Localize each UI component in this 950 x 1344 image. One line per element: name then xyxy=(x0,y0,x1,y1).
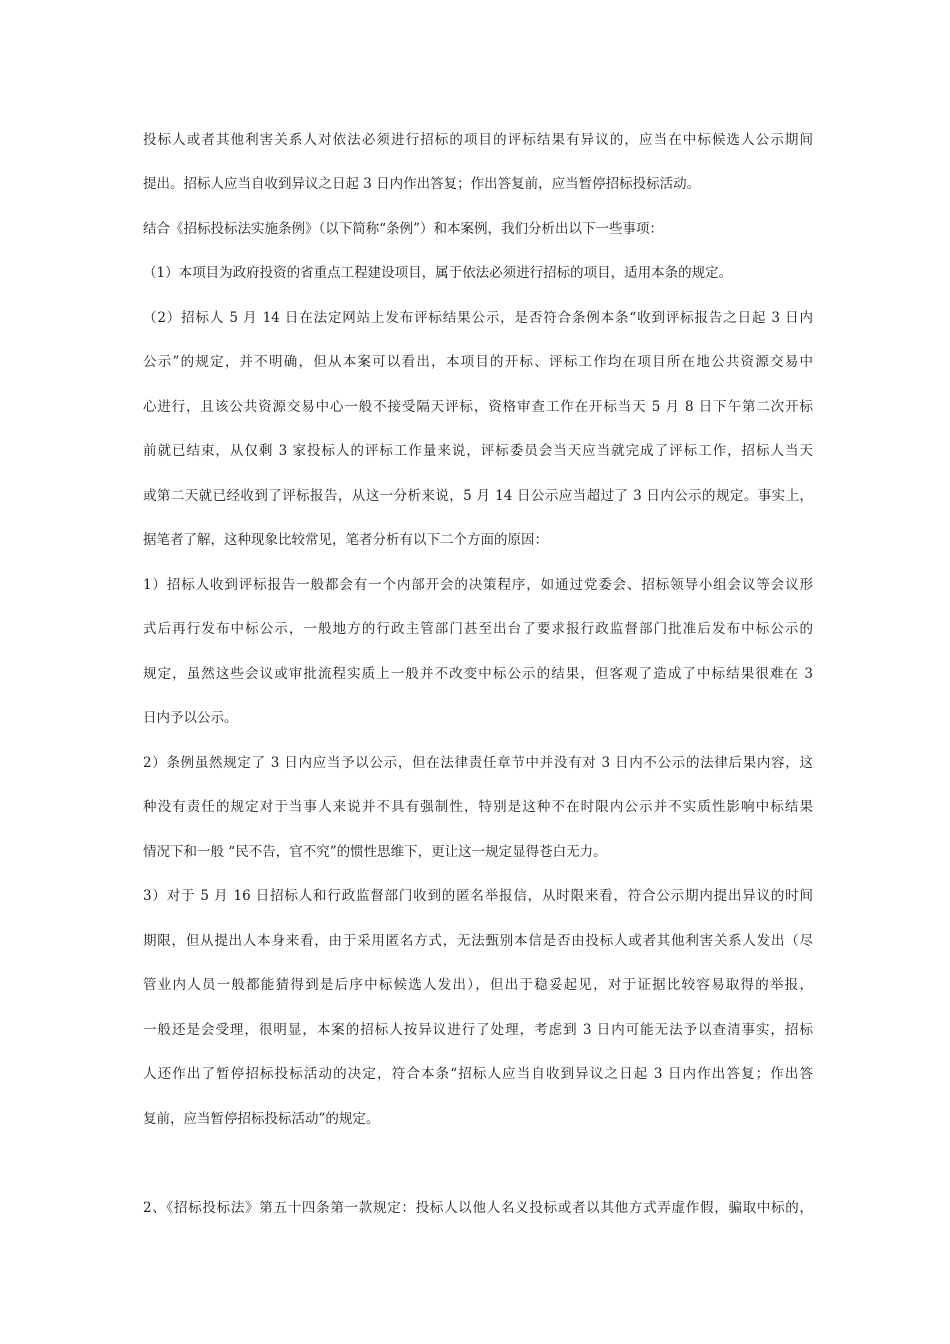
text-line: 2）条例虽然规定了 3 日内应当予以公示，但在法律责任章节中并没有对 3 日内不公示的法律后果内容，这 xyxy=(143,755,813,771)
text-line: 管业内人员一般都能猜得到是后序中标候选人发出），但出于稳妥起见，对于证据比较容易取得的举报， xyxy=(143,977,813,993)
text-line: 提出。招标人应当自收到异议之日起 3 日内作出答复；作出答复前，应当暂停招标投标活动。 xyxy=(143,176,701,192)
text-line: 结合《招标投标法实施条例》（以下简称“条例”）和本案例，我们分析出以下一些事项： xyxy=(143,221,664,237)
text-line: 规定，虽然这些会议或审批流程实质上一般并不改变中标公示的结果，但客观了造成了中标结果很难在 3 xyxy=(143,666,813,682)
text-line: 据笔者了解，这种现象比较常见，笔者分析有以下二个方面的原因： xyxy=(143,532,548,548)
text-line: 投标人或者其他利害关系人对依法必须进行招标的项目的评标结果有异议的，应当在中标候选人公示期间 xyxy=(143,132,813,148)
text-line: 前就已结束，从仅剩 3 家投标人的评标工作量来说，评标委员会当天应当就完成了评标工作，招标人当天 xyxy=(143,443,813,459)
text-line: 或第二天就已经收到了评标报告，从这一分析来说，5 月 14 日公示应当超过了 3 日内公示的规定。事实上， xyxy=(143,488,813,504)
text-line: 人还作出了暂停招标投标活动的决定，符合本条“招标人应当自收到异议之日起 3 日内作出答复；作出答 xyxy=(143,1066,813,1082)
text-line: 复前，应当暂停招标投标活动”的规定。 xyxy=(143,1111,380,1127)
text-line: 1）招标人收到评标报告一般都会有一个内部开会的决策程序，如通过党委会、招标领导小组会议等会议形 xyxy=(143,577,813,593)
text-line: 式后再行发布中标公示，一般地方的行政主管部门甚至出台了要求报行政监督部门批准后发布中标公示的 xyxy=(143,621,813,637)
text-line: 公示”的规定，并不明确，但从本案可以看出，本项目的开标、评标工作均在项目所在地公共资源交易中 xyxy=(143,354,813,370)
text-line: 心进行，且该公共资源交易中心一般不接受隔天评标，资格审查工作在开标当天 5 月 8 日下午第二次开标 xyxy=(143,399,813,415)
text-line: 期限，但从提出人本身来看，由于采用匿名方式，无法甄别本信是否由投标人或者其他利害关系人发出（尽 xyxy=(143,933,813,949)
text-line: 日内予以公示。 xyxy=(143,710,238,726)
text-line: 一般还是会受理，很明显，本案的招标人按异议进行了处理，考虑到 3 日内可能无法予以查清事实，招标 xyxy=(143,1022,813,1038)
text-line: 种没有责任的规定对于当事人来说并不具有强制性，特别是这种不在时限内公示并不实质性影响中标结果 xyxy=(143,799,813,815)
text-line: 3）对于 5 月 16 日招标人和行政监督部门收到的匿名举报信，从时限来看，符合公示期内提出异议的时间 xyxy=(143,888,813,904)
text-line: （2）招标人 5 月 14 日在法定网站上发布评标结果公示，是否符合条例本条“收到评标报告之日起 3 日内 xyxy=(143,310,813,326)
text-line: 2、《招标投标法》第五十四条第一款规定：投标人以他人名义投标或者以其他方式弄虚作假，骗取中标的， xyxy=(143,1200,813,1216)
text-line: （1）本项目为政府投资的省重点工程建设项目，属于依法必须进行招标的项目，适用本条的规定。 xyxy=(143,265,733,281)
text-line: 情况下和一般 “民不告，官不究”的惯性思维下，更让这一规定显得苍白无力。 xyxy=(143,844,607,860)
